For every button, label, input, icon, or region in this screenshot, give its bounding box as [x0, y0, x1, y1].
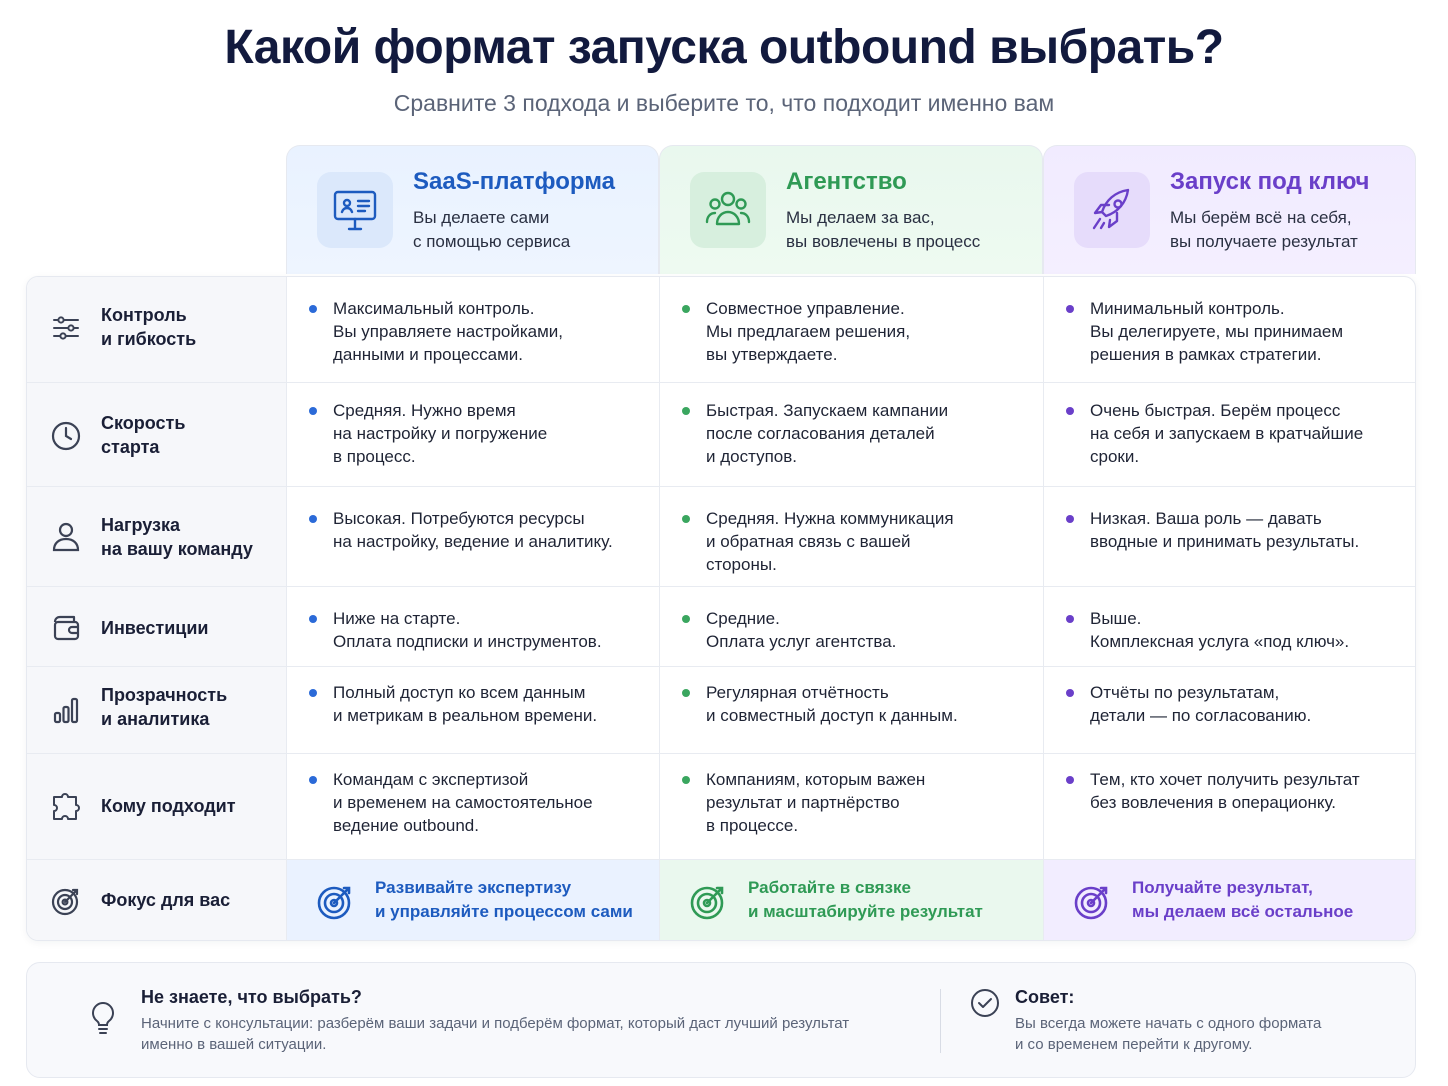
- row-label: Кому подходит: [101, 796, 236, 816]
- column-desc-agency: Мы делаем за вас, вы вовлечены в процесс: [786, 208, 981, 251]
- focus-cell-saas: [287, 860, 660, 941]
- table-cell: [287, 587, 660, 666]
- bullet-dot: [682, 615, 690, 623]
- table-cell: [287, 383, 660, 486]
- table-cell: [660, 587, 1044, 666]
- target-icon: [688, 882, 728, 922]
- cell-text: Низкая. Ваша роль — давать вводные и принимать результаты.: [1090, 509, 1360, 551]
- check-circle-icon: [969, 987, 1005, 1027]
- table-cell: [1044, 487, 1416, 586]
- cell-text: Средние. Оплата услуг агентства.: [706, 609, 897, 651]
- bullet-dot: [309, 305, 317, 313]
- bullet-dot: [1066, 615, 1074, 623]
- cell-text: Совместное управление. Мы предлагаем решения, вы утверждаете.: [706, 299, 911, 364]
- column-desc-saas: Вы делаете сами с помощью сервиса: [413, 208, 571, 251]
- table-cell: [1044, 383, 1416, 486]
- table-row-transparency: [27, 667, 1416, 754]
- table-cell: [287, 667, 660, 753]
- table-cell: [660, 667, 1044, 753]
- column-header-turnkey: [1043, 145, 1416, 274]
- row-header: [27, 487, 287, 586]
- cell-text: Высокая. Потребуются ресурсы на настройку, ведение и аналитику.: [333, 509, 613, 551]
- sliders-icon: [49, 311, 83, 345]
- cell-text: Минимальный контроль. Вы делегируете, мы принимаем решения в рамках стратегии.: [1090, 299, 1344, 364]
- cell-text: Очень быстрая. Берём процесс на себя и запускаем в кратчайшие сроки.: [1090, 401, 1364, 466]
- bullet-dot: [682, 407, 690, 415]
- footer-right-title: Совет:: [1015, 987, 1075, 1007]
- cell-text: Компаниям, которым важен результат и партнёрство в процессе.: [706, 770, 926, 835]
- focus-text: Развивайте экспертизу и управляйте процессом сами: [375, 878, 633, 921]
- lightbulb-icon: [85, 999, 121, 1039]
- row-label: Фокус для вас: [101, 890, 231, 910]
- row-label: Инвестиции: [101, 618, 209, 638]
- bullet-dot: [682, 689, 690, 697]
- table-cell: [287, 754, 660, 859]
- bullet-dot: [309, 515, 317, 523]
- row-header: [27, 587, 287, 666]
- bullet-dot: [1066, 515, 1074, 523]
- table-cell: [1044, 587, 1416, 666]
- column-title-agency: Агентство: [786, 168, 907, 195]
- table-cell: [660, 383, 1044, 486]
- cell-text: Средняя. Нужна коммуникация и обратная связь с вашей стороны.: [706, 509, 954, 574]
- table-cell: [1044, 277, 1416, 382]
- footer-tips: [26, 962, 1416, 1078]
- row-label: Контроль и гибкость: [101, 305, 197, 349]
- team-icon: [690, 172, 766, 248]
- table-cell: [660, 487, 1044, 586]
- focus-text: Получайте результат, мы делаем всё остальное: [1132, 878, 1354, 921]
- table-cell: [660, 754, 1044, 859]
- bullet-dot: [682, 305, 690, 313]
- target-icon: [1072, 882, 1112, 922]
- monitor-icon: [317, 172, 393, 248]
- row-header: [27, 277, 287, 382]
- cell-text: Выше. Комплексная услуга «под ключ».: [1090, 609, 1350, 651]
- cell-text: Быстрая. Запускаем кампании после согласования деталей и доступов.: [706, 401, 949, 466]
- cell-text: Ниже на старте. Оплата подписки и инструментов.: [333, 609, 602, 651]
- bullet-dot: [1066, 689, 1074, 697]
- row-label: Скорость старта: [101, 413, 186, 457]
- bullet-dot: [309, 689, 317, 697]
- bullet-dot: [309, 407, 317, 415]
- bullet-dot: [682, 776, 690, 784]
- bullet-dot: [309, 615, 317, 623]
- cell-text: Отчёты по результатам, детали — по согласованию.: [1090, 683, 1312, 725]
- row-label: Прозрачность и аналитика: [101, 685, 228, 729]
- focus-cell-agency: [660, 860, 1044, 941]
- table-row-investment: [27, 587, 1416, 667]
- footer-divider: [940, 989, 941, 1053]
- target-icon: [49, 884, 83, 918]
- table-row-workload: [27, 487, 1416, 587]
- row-header: [27, 667, 287, 753]
- table-cell: [287, 277, 660, 382]
- cell-text: Средняя. Нужно время на настройку и погружение в процесс.: [333, 401, 548, 466]
- footer-left-text: Начните с консультации: разберём ваши задачи и подберём формат, который даст лучший результат именно в вашей ситуации.: [141, 1015, 850, 1053]
- row-header: [27, 860, 287, 941]
- puzzle-icon: [49, 790, 83, 824]
- table-cell: [1044, 667, 1416, 753]
- focus-cell-turnkey: [1044, 860, 1416, 941]
- page-subtitle: Сравните 3 подхода и выберите то, что подходит именно вам: [393, 90, 1055, 116]
- bullet-dot: [1066, 305, 1074, 313]
- column-title-saas: SaaS-платформа: [413, 168, 616, 195]
- cell-text: Максимальный контроль. Вы управляете настройками, данными и процессами.: [333, 299, 564, 364]
- cell-text: Полный доступ ко всем данным и метрикам в реальном времени.: [333, 683, 598, 725]
- focus-text: Работайте в связке и масштабируйте результат: [748, 878, 983, 921]
- rocket-icon: [1074, 172, 1150, 248]
- wallet-icon: [49, 611, 83, 645]
- column-header-agency: [659, 145, 1043, 274]
- bullet-dot: [1066, 407, 1074, 415]
- target-icon: [315, 882, 355, 922]
- table-cell: [287, 487, 660, 586]
- table-row-speed: [27, 383, 1416, 487]
- column-desc-turnkey: Мы берём всё на себя, вы получаете результат: [1170, 208, 1358, 251]
- cell-text: Тем, кто хочет получить результат без вовлечения в операционку.: [1090, 770, 1360, 812]
- page-title: Какой формат запуска outbound выбрать?: [224, 21, 1224, 74]
- bullet-dot: [309, 776, 317, 784]
- user-icon: [49, 519, 83, 553]
- footer-left-title: Не знаете, что выбрать?: [141, 987, 362, 1007]
- table-row-fit: [27, 754, 1416, 860]
- row-header: [27, 383, 287, 486]
- table-cell: [1044, 754, 1416, 859]
- table-row-focus: [27, 860, 1416, 941]
- column-title-turnkey: Запуск под ключ: [1170, 168, 1370, 195]
- bullet-dot: [682, 515, 690, 523]
- footer-right-text: Вы всегда можете начать с одного формата и со временем перейти к другому.: [1015, 1015, 1322, 1053]
- column-header-saas: [286, 145, 659, 274]
- table-cell: [660, 277, 1044, 382]
- row-label: Нагрузка на вашу команду: [101, 515, 253, 559]
- bar-chart-icon: [49, 693, 83, 727]
- cell-text: Регулярная отчётность и совместный доступ к данным.: [706, 683, 958, 725]
- clock-icon: [49, 419, 83, 453]
- row-header: [27, 754, 287, 859]
- table-row-control: [27, 277, 1416, 383]
- comparison-table: [26, 276, 1416, 941]
- cell-text: Командам с экспертизой и временем на самостоятельное ведение outbound.: [333, 770, 593, 835]
- bullet-dot: [1066, 776, 1074, 784]
